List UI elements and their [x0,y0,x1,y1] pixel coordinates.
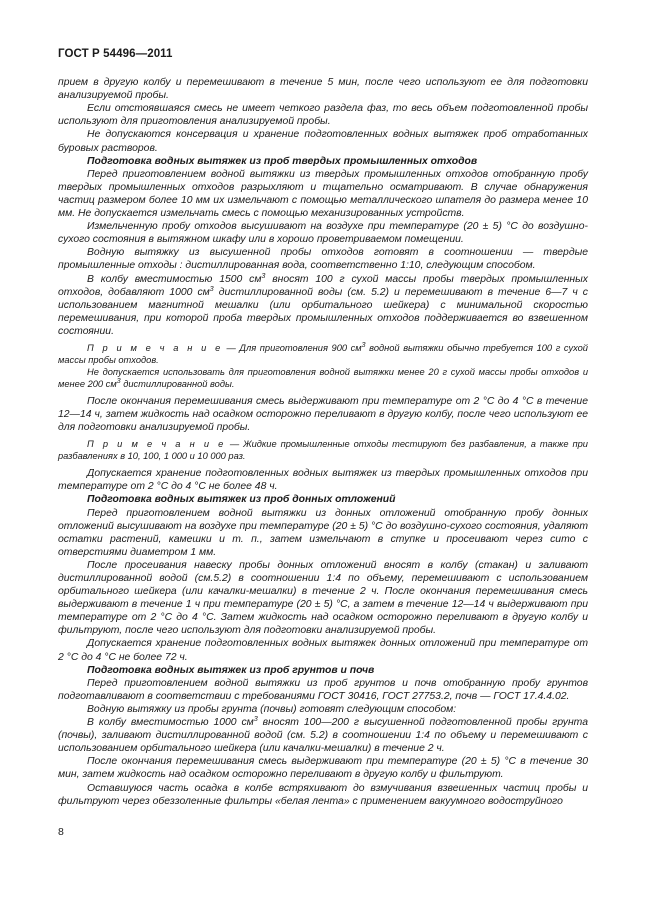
superscript: 3 [361,341,366,349]
text-run: дистиллированной воды (см. 5.2) и перемешивают в течение 6—7 ч с использованием магнитной мешалки (или орбитального шейкера) с минимальной скоростью перемешивания, при которой проба твердых промышленных отходов поддерживается во взвешенном состоянии. [58,286,588,337]
paragraph: После окончания перемешивания смесь выдерживают при температуре от 2 °С до 4 °С в течение 12—14 ч, затем жидкость над осадком осторожно переливают в другую колбу, после чего используют ее для подготовки анализируемой пробы. [58,395,588,434]
note [58,342,588,366]
paragraph [58,273,588,338]
text-run: вносят 100 г сухой массы пробы твердых промышленных отходов, добавляют 1000 см [58,273,588,298]
document-header: ГОСТ Р 54496—2011 [58,48,173,60]
paragraph: Измельченную пробу отходов высушивают на воздухе при температуре (20 ± 5) °С до воздушно-сухого состояния в вытяжном шкафу или в хорошо проветриваемом помещении. [58,221,588,246]
text-run: Не допускается использовать для приготовления водной вытяжки менее 20 г сухой массы пробы отходов и менее 200 см [58,366,588,389]
paragraph: Водную вытяжку из высушенной пробы отходов готовят в соотношении — твердые промышленные отходы : дистиллированная вода, соответственно 1:10, следующим способом. [58,247,588,272]
text-run: — Жидкие промышленные отходы тестируют без разбавления, а также при разбавлениях в 10, 100, 1 000 и 10 000 раз. [58,439,588,462]
paragraph: Допускается хранение подготовленных водных вытяжек из твердых промышленных отходов при температуре от 2 °С до 4 °С не более 48 ч. [58,468,588,493]
note [58,438,588,462]
paragraph [58,716,588,755]
note [58,366,588,390]
superscript: 3 [209,285,214,293]
paragraph: Не допускаются консервация и хранение подготовленных водных вытяжек проб отработанных буровых растворов. [58,129,588,154]
text-run: дистиллированной воды. [120,378,235,389]
paragraph: Допускается хранение подготовленных водных вытяжек донных отложений при температуре от 2 °С до 4 °С не более 72 ч. [58,638,588,663]
paragraph: Перед приготовлением водной вытяжки из донных отложений отобранную пробу донных отложений высушивают на воздухе при температуре (20 ± 5) °С до воздушно-сухого состояния, удаляют остатки растений, камешки и т. п., затем измельчают в ступке и просеивают через сито с отверстиями диаметром 1 мм. [58,507,588,558]
superscript: 3 [253,716,258,724]
paragraph: Перед приготовлением водной вытяжки из твердых промышленных отходов отобранную пробу твердых промышленных отходов разрыхляют и тщательно осматривают. В случае обнаружения частиц размером более 10 мм их измельчают с помощью металлического шпателя до размера менее 10 мм. Не допускается измельчать смесь с помощью механизированных устройств. [58,168,588,220]
paragraph: Если отстоявшаяся смесь не имеет четкого раздела фаз, то весь объем подготовленной пробы используют для приготовления анализируемой пробы. [58,103,588,128]
note-label: П р и м е ч а н и е [87,342,223,353]
text-run: вносят 100—200 г высушенной подготовленной пробы грунта (почвы), заливают дистиллированной водой (см. 5.2) в соотношении 1:4 по объему и перемешивают с использованием орбитального шейкера (или качалки-мешалки) в течение 2 ч. [58,717,588,755]
section-heading: Подготовка водных вытяжек из проб донных отложений [87,494,396,506]
paragraph: После просеивания навеску пробы донных отложений вносят в колбу (стакан) и заливают дистиллированной водой (см.5.2) в соотношении 1:4 по объему, перемешивают с использованием орбитального шейкера (или качалки-мешалки) в течение 2 ч. После окончания перемешивания смесь выдерживают в течение 1 ч при температуре (20 ± 5) °С, а затем в течение 12—14 ч выдерживают при температуре от 2 °С до 4 °С. Затем жидкость над осадком осторожно переливают в другую колбу и фильтруют, после чего используют для подготовки анализируемой пробы. [58,559,588,637]
text-run: — Для приготовления 900 см [222,342,362,353]
text-run: водной вытяжки обычно требуется 100 г сухой массы пробы отходов. [58,342,588,365]
paragraph: Водную вытяжку из пробы грунта (почвы) готовят следующим способом: [87,703,457,715]
superscript: 3 [116,377,121,385]
paragraph: Перед приготовлением водной вытяжки из проб грунтов и почв отобранную пробу грунтов подготавливают в соответствии с требованиями ГОСТ 30416, ГОСТ 27753.2, почв — ГОСТ 17.4.4.02. [58,677,588,702]
superscript: 3 [261,272,266,280]
paragraph: Оставшуюся часть осадка в колбе встряхивают до взмучивания взвешенных частиц пробы и фильтруют через обеззоленные фильтры «белая лента» с применением вакуумного водоструйного [58,782,588,807]
text-run: В колбу вместимостью 1000 см [87,717,254,729]
paragraph: После окончания перемешивания смесь выдерживают при температуре (20 ± 5) °С в течение 30 мин, затем жидкость над осадком осторожно переливают в другую колбу и фильтруют. [58,756,588,781]
paragraph: прием в другую колбу и перемешивают в течение 5 мин, после чего используют ее для подготовки анализируемой пробы. [58,77,588,102]
section-heading: Подготовка водных вытяжек из проб твердых промышленных отходов [87,155,478,167]
note-label: П р и м е ч а н и е [87,439,226,450]
text-run: В колбу вместимостью 1500 см [87,273,262,285]
page-number: 8 [58,826,64,838]
section-heading: Подготовка водных вытяжек из проб грунтов и почв [87,664,375,676]
